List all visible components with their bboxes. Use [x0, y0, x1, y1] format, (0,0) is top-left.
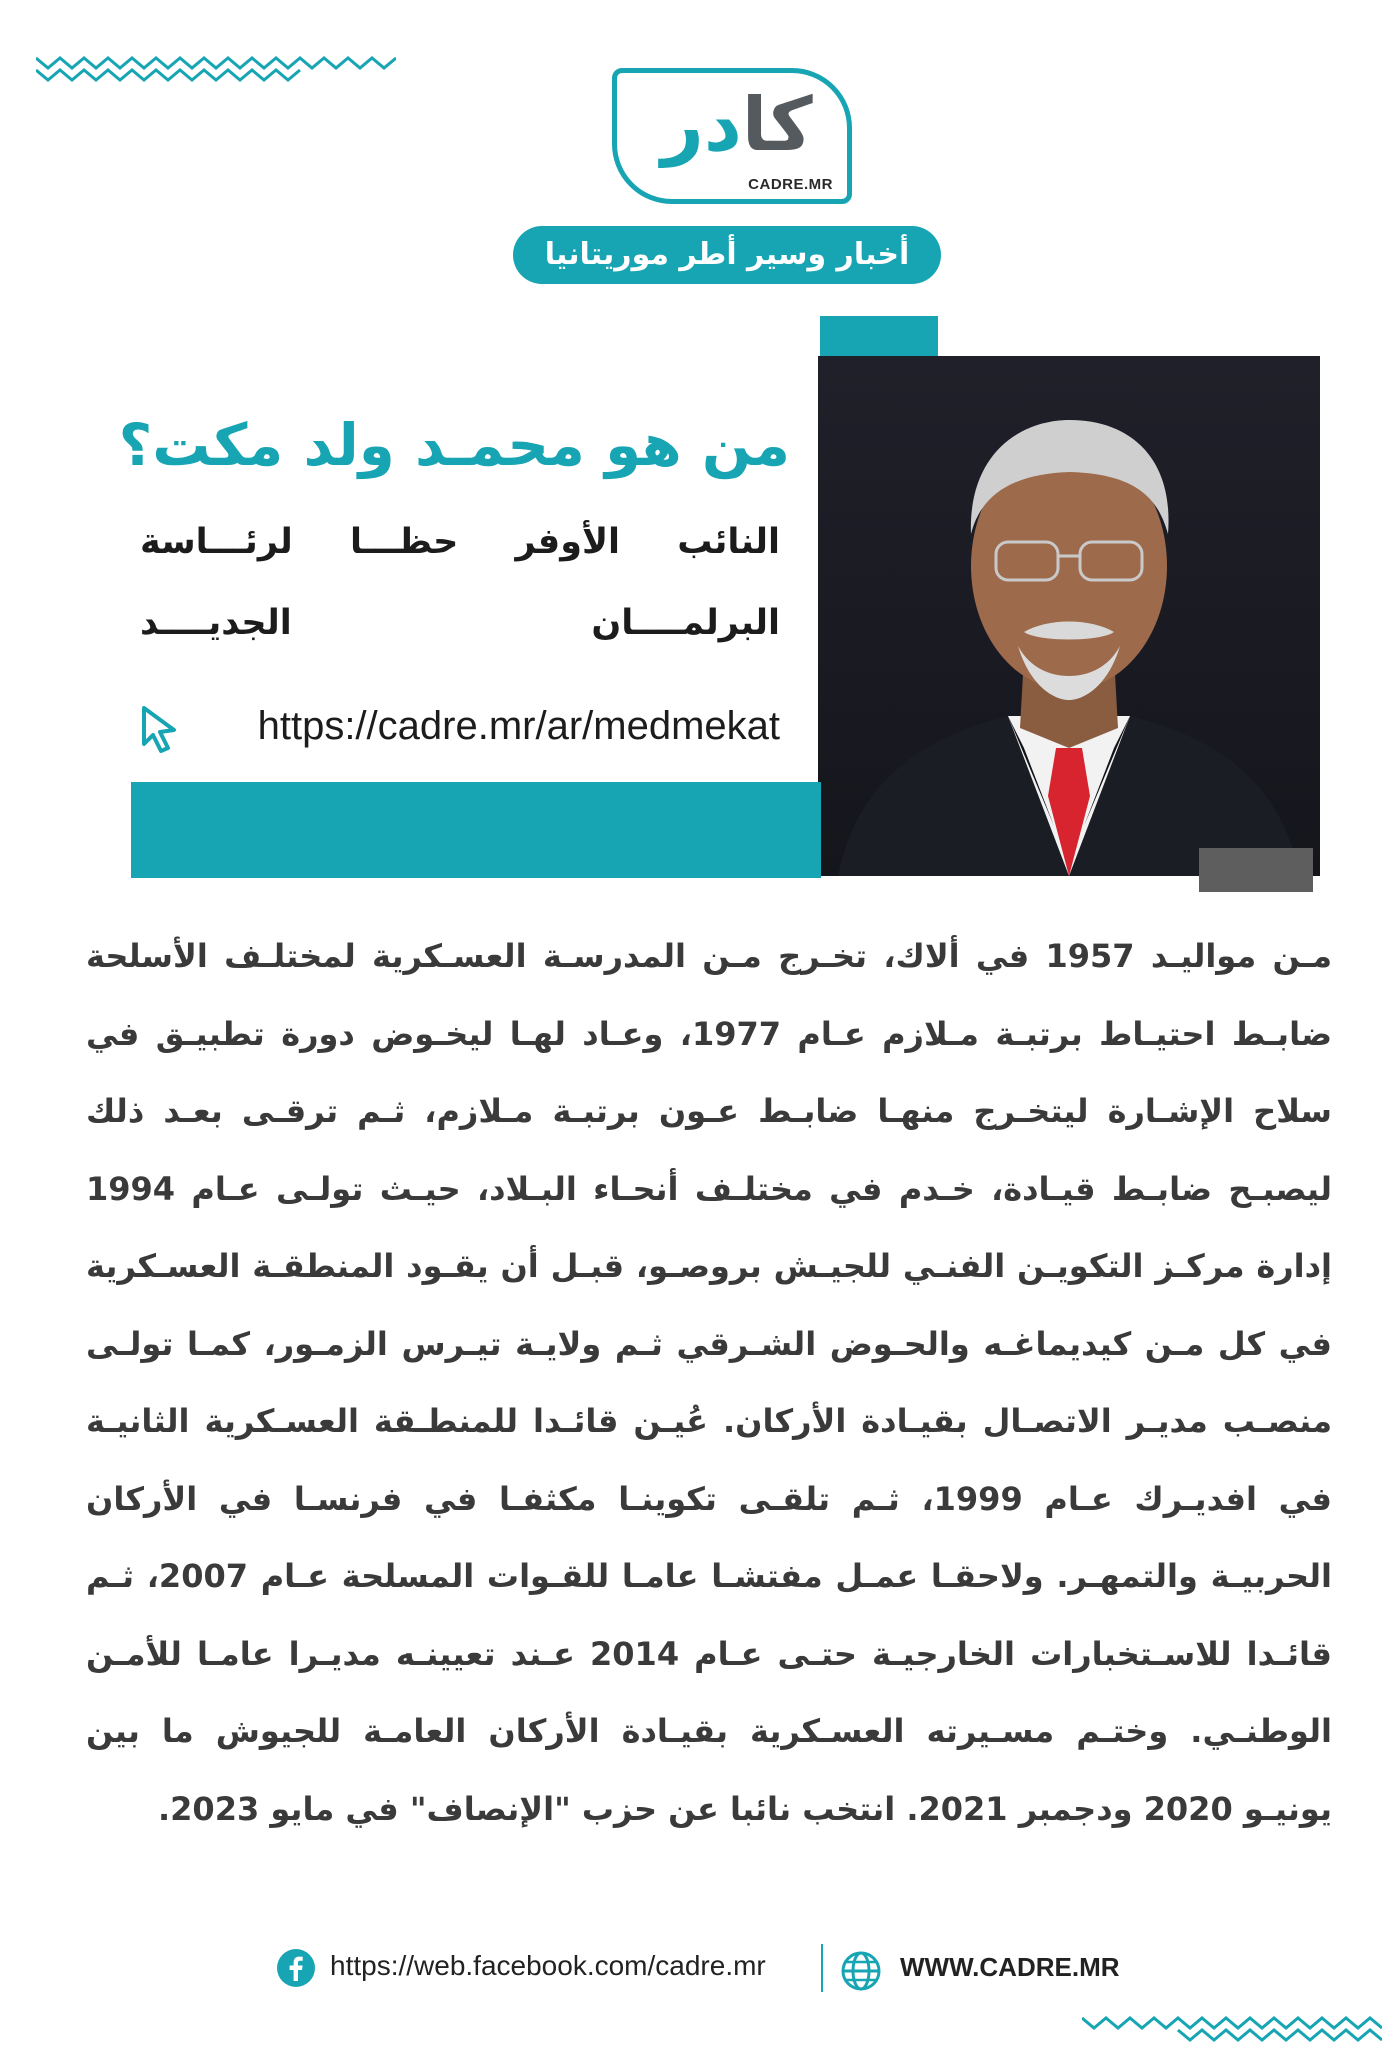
footer — [0, 1942, 1398, 2002]
decorative-zigzag-top — [36, 50, 396, 86]
article-subline-1: النائب الأوفر حظـــا لرئـــاسة — [140, 522, 780, 562]
decorative-zigzag-bottom — [1082, 2010, 1382, 2046]
footer-divider — [821, 1944, 823, 1992]
logo-part-2: در — [661, 82, 742, 168]
logo-latin: CADRE.MR — [748, 176, 833, 193]
article-subline-2: البرلمــــان الجديــــد — [140, 603, 780, 643]
article-body: مـن مواليـد 1957 في ألاك، تخـرج مـن المدرسـة العسـكرية لمختلـف الأسلحة ضابـط احتيـاط برتبـة مـلازم عـام 1977، وعـاد لهـا ليخـوض دورة تطبيـق في سلاح الإشـارة ليتخـرج منهـا ضابـط عـون برتبـة مـلازم، ثـم ترقـى بعـد ذلك ليصبـح ضابـط قيـادة، خـدم في مختلـف أنحـاء البـلاد، حيـث تولـى عـام 1994 إدارة مركـز التكويـن الفنـي للجيـش بروصـو، قبـل أن يقـود المنطقـة العسـكرية في كل مـن كيديماغـه والحـوض الشـرقي ثـم ولايـة تيـرس الزمـور، كمـا تولـى منصـب مديـر الاتصـال بقيـادة الأركان. عُيـن قائـدا للمنطـقة العسـكرية الثانيـة في افديـرك عـام 1999، ثـم تلقـى تكوينـا مكثفـا في فرنسـا في الأركان الحربيـة والتمهـر. ولاحقـا عمـل مفتشـا عامـا للقـوات المسلحة عـام 2007، ثـم قائـدا للاسـتخبارات الخارجيـة حتـى عـام 2014 عـند تعيينـه مديـرا عامـا للأمـن الوطنـي. وختـم مسـيرته العسـكرية بقيـادة الأركان العامـة للجيوش ما بين يونيـو 2020 ودجمبر 2021. انتخب نائبا عن حزب "الإنصاف" في مايو 2023. — [86, 937, 1333, 1828]
accent-band — [131, 782, 821, 878]
brand-tagline: أخبار وسير أطر موريتانيا — [513, 226, 941, 284]
article-link[interactable]: https://cadre.mr/ar/medmekat — [257, 704, 780, 748]
brand-logo — [612, 68, 852, 204]
cursor-arrow-icon — [138, 704, 182, 754]
portrait-photo — [818, 356, 1320, 876]
facebook-icon[interactable] — [276, 1948, 316, 1988]
logo-arabic — [639, 73, 835, 177]
website-link[interactable]: WWW.CADRE.MR — [900, 1952, 1120, 1982]
logo-part-1: كا — [741, 82, 813, 168]
portrait-illustration — [818, 356, 1320, 876]
accent-block-grey — [1199, 848, 1313, 892]
article-headline: من هو محمـد ولد مكت؟ — [118, 411, 790, 479]
article-link-row[interactable] — [138, 698, 780, 758]
facebook-link[interactable]: https://web.facebook.com/cadre.mr — [330, 1950, 766, 1981]
globe-icon — [840, 1950, 882, 1992]
